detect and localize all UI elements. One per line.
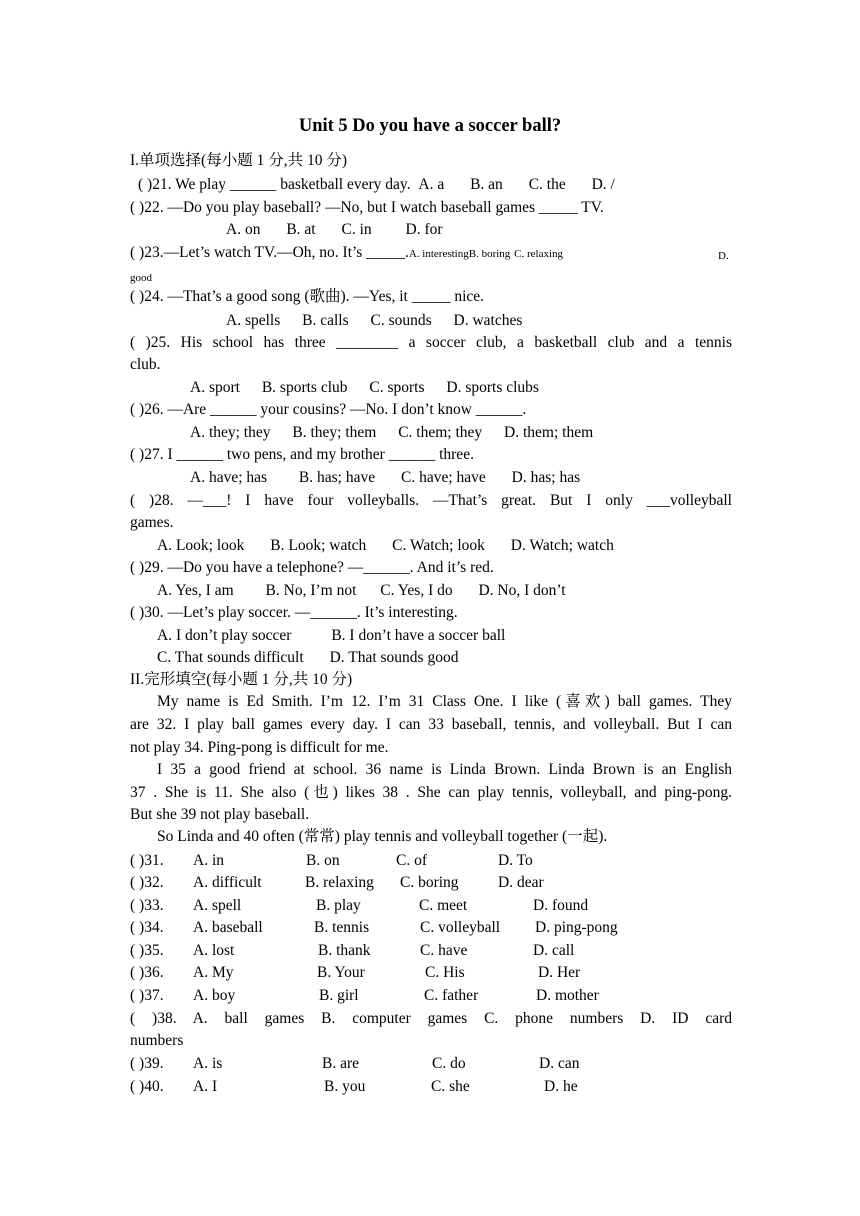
option-c: C. in <box>341 221 372 238</box>
option-a: A. ball games <box>192 1010 305 1027</box>
option-c: C. them; they <box>398 424 483 441</box>
option-b: B. calls <box>302 312 349 329</box>
option-c: C. Watch; look <box>392 537 485 554</box>
option-d: D. <box>718 250 729 262</box>
option-a: A. on <box>226 221 261 238</box>
option-d: D. call <box>533 942 575 959</box>
option-b: B. an <box>470 176 503 193</box>
question-30-options-row2 <box>157 648 759 668</box>
option-b: B. I don’t have a soccer ball <box>331 627 506 644</box>
option-a: A. interesting <box>408 248 469 260</box>
question-28-options <box>157 536 759 556</box>
option-c: C. the <box>528 176 566 193</box>
cloze-question-35 <box>130 941 732 961</box>
section-heading: I.单项选择(每小题 1 分,共 10 分) <box>130 152 347 169</box>
question-stem: ( )33. <box>130 897 164 914</box>
option-c: C. have <box>420 942 468 959</box>
option-b: B. tennis <box>314 919 370 936</box>
cloze-question-33 <box>130 896 732 916</box>
question-21 <box>138 175 740 195</box>
option-d: D. mother <box>536 987 599 1004</box>
option-a: A. spells <box>226 312 281 329</box>
question-25-continued: club. <box>130 356 161 373</box>
option-d: D. sports clubs <box>446 379 539 396</box>
question-stem: ( )36. <box>130 964 164 981</box>
option-d: D. found <box>533 897 589 914</box>
option-a: A. I <box>193 1078 218 1095</box>
passage-line: But she 39 not play baseball. <box>130 806 310 823</box>
option-a: A. difficult <box>193 874 262 891</box>
option-b: B. Look; watch <box>270 537 367 554</box>
question-23 <box>130 243 732 263</box>
question-30: ( )30. —Let’s play soccer. —______. It’s interesting. <box>130 604 458 621</box>
option-d: D. / <box>591 176 615 193</box>
option-b: B. they; them <box>292 424 377 441</box>
question-stem: ( )21. We play ______ basketball every day. <box>138 176 411 193</box>
question-24-options <box>226 311 828 331</box>
cloze-question-40 <box>130 1077 732 1097</box>
option-c: C. Yes, I do <box>380 582 453 599</box>
option-d: D. No, I don’t <box>478 582 566 599</box>
option-a: A. Look; look <box>157 537 245 554</box>
option-c: C. That sounds difficult <box>157 649 304 666</box>
option-a: A. they; they <box>190 424 271 441</box>
option-d: D. Watch; watch <box>510 537 614 554</box>
passage-line: My name is Ed Smith. I’m 12. I’m 31 Class One. I like (喜欢) ball games. They <box>157 693 732 710</box>
cloze-question-37 <box>130 986 732 1006</box>
option-c: C. sounds <box>370 312 432 329</box>
question-25: ( )25. His school has three ________ a soccer club, a basketball club and a tennis <box>130 334 732 351</box>
question-29-options <box>157 581 759 601</box>
option-a: A. boy <box>193 987 236 1004</box>
cloze-question-38-continued: numbers <box>130 1032 184 1049</box>
passage-line: So Linda and 40 often (常常) play tennis and volleyball together (一起). <box>157 828 608 845</box>
option-a: A. in <box>193 852 224 869</box>
option-a: A. a <box>418 176 445 193</box>
option-c: C. His <box>425 964 465 981</box>
question-28-continued: games. <box>130 514 174 531</box>
option-c: C. sports <box>369 379 425 396</box>
question-stem: ( )23.—Let’s watch TV.—Oh, no. It’s _____. <box>130 244 409 261</box>
option-b: B. has; have <box>298 469 376 486</box>
question-27: ( )27. I ______ two pens, and my brother ______ three. <box>130 446 474 463</box>
option-d: D. Her <box>538 964 581 981</box>
option-b: B. on <box>306 852 340 869</box>
cloze-question-31 <box>130 851 732 871</box>
option-d: D. has; has <box>511 469 581 486</box>
option-c: C. meet <box>419 897 468 914</box>
question-stem: ( )31. <box>130 852 164 869</box>
cloze-question-38 <box>130 1009 732 1029</box>
question-22: ( )22. —Do you play baseball? —No, but I watch baseball games _____ TV. <box>130 199 604 216</box>
cloze-question-32 <box>130 873 732 893</box>
option-a: A. I don’t play soccer <box>157 627 292 644</box>
page-title: Unit 5 Do you have a soccer ball? <box>298 116 562 136</box>
option-a: A. spell <box>193 897 242 914</box>
option-b: B. at <box>286 221 316 238</box>
option-d: D. ping-pong <box>535 919 618 936</box>
option-b: B. girl <box>319 987 359 1004</box>
question-26: ( )26. —Are ______ your cousins? —No. I don’t know ______. <box>130 401 527 418</box>
question-24: ( )24. —That’s a good song (歌曲). —Yes, it _____ nice. <box>130 288 485 305</box>
option-d: D. To <box>498 852 533 869</box>
option-a: A. is <box>193 1055 223 1072</box>
option-d: D. he <box>544 1078 578 1095</box>
option-b: B. are <box>322 1055 360 1072</box>
option-a: A. have; has <box>190 469 268 486</box>
option-b: B. play <box>316 897 361 914</box>
question-29: ( )29. —Do you have a telephone? —______. And it’s red. <box>130 559 494 576</box>
option-b: B. boring <box>468 248 511 260</box>
question-27-options <box>190 468 792 488</box>
option-d: D. ID card <box>640 1010 732 1027</box>
option-b: B. Your <box>317 964 365 981</box>
question-26-options <box>190 423 792 443</box>
option-c: C. she <box>431 1078 470 1095</box>
option-c: C. phone numbers <box>484 1010 624 1027</box>
question-stem: ( )37. <box>130 987 164 1004</box>
option-b: B. sports club <box>261 379 348 396</box>
cloze-question-36 <box>130 963 732 983</box>
option-c: C. boring <box>400 874 459 891</box>
option-b: B. relaxing <box>305 874 374 891</box>
question-stem: ( )40. <box>130 1078 164 1095</box>
question-stem: ( )39. <box>130 1055 164 1072</box>
passage-line: I 35 a good friend at school. 36 name is Linda Brown. Linda Brown is an English <box>157 761 732 778</box>
passage-line: not play 34. Ping-pong is difficult for me. <box>130 739 389 756</box>
passage-line: 37 . She is 11. She also (也) likes 38 . She can play tennis, volleyball, and ping-pong. <box>130 784 732 801</box>
question-stem: ( )35. <box>130 942 164 959</box>
option-a: A. Yes, I am <box>157 582 234 599</box>
option-d: D. for <box>405 221 443 238</box>
option-d: D. them; them <box>504 424 594 441</box>
option-c: C. of <box>396 852 427 869</box>
cloze-question-34 <box>130 918 732 938</box>
passage-line: are 32. I play ball games every day. I can 33 baseball, tennis, and volleyball. But I can <box>130 716 732 733</box>
question-25-options <box>190 378 792 398</box>
section-heading: II.完形填空(每小题 1 分,共 10 分) <box>130 671 353 688</box>
option-b: B. computer games <box>321 1010 468 1027</box>
option-a: A. lost <box>193 942 235 959</box>
question-stem: ( )34. <box>130 919 164 936</box>
option-a: A. My <box>193 964 234 981</box>
option-d: D. watches <box>453 312 523 329</box>
question-30-options-row1 <box>157 626 759 646</box>
cloze-question-39 <box>130 1054 732 1074</box>
question-stem: ( )32. <box>130 874 164 891</box>
question-28: ( )28. —___! I have four volleyballs. —That’s great. But I only ___volleyball <box>130 492 732 509</box>
option-a: A. baseball <box>193 919 263 936</box>
option-d: D. That sounds good <box>329 649 459 666</box>
question-stem: ( )38. <box>130 1010 177 1027</box>
option-d: D. can <box>539 1055 580 1072</box>
option-d: D. dear <box>498 874 544 891</box>
option-c: C. do <box>432 1055 466 1072</box>
option-c: C. father <box>424 987 479 1004</box>
option-c: C. relaxing <box>514 248 564 260</box>
option-d-continued: good <box>130 272 152 284</box>
option-c: C. have; have <box>401 469 486 486</box>
option-b: B. you <box>324 1078 366 1095</box>
question-22-options <box>226 220 828 240</box>
option-c: C. volleyball <box>420 919 501 936</box>
option-b: B. No, I’m not <box>265 582 357 599</box>
option-b: B. thank <box>318 942 371 959</box>
option-a: A. sport <box>190 379 240 396</box>
